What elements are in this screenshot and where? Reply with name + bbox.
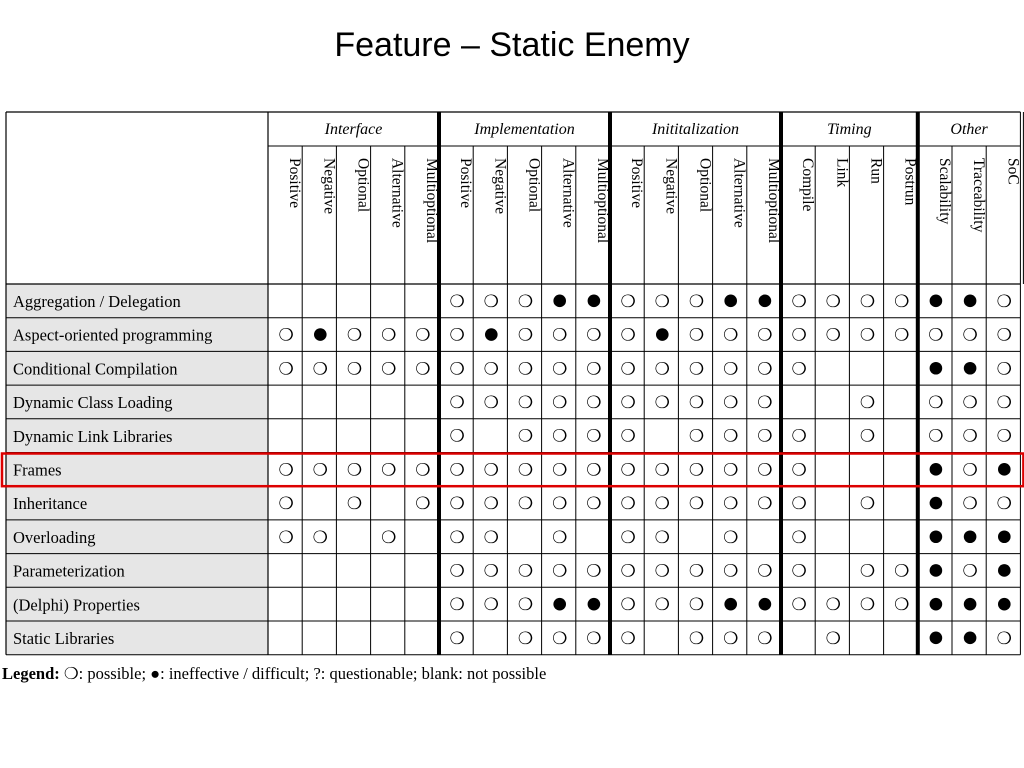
open-circle-icon: ❍ [620,325,636,346]
open-circle-icon: ❍ [586,494,602,515]
open-circle-icon: ❍ [825,595,841,616]
open-circle-icon: ❍ [791,325,807,346]
open-circle-icon: ❍ [688,561,705,582]
open-circle-icon: ❍ [381,527,397,548]
open-circle-icon: ❍ [381,460,397,481]
row-label: (Delphi) Properties [13,595,140,615]
open-circle-icon: ❍ [346,460,363,481]
filled-dot-icon [930,632,943,645]
column-header-positive: Positive [628,158,646,208]
open-circle-icon: ❍ [962,426,978,447]
page-title: Feature – Static Enemy [334,26,690,64]
column-header-multioptional: Multioptional [593,158,611,244]
open-circle-icon: ❍ [483,460,499,481]
open-circle-icon: ❍ [654,460,670,481]
open-circle-icon: ❍ [483,392,499,413]
open-circle-icon: ❍ [449,628,465,649]
open-circle-icon: ❍ [483,561,499,582]
open-circle-icon: ❍ [449,561,465,582]
column-header-negative: Negative [662,158,680,214]
row-label: Dynamic Link Libraries [13,426,173,446]
open-circle-icon: ❍ [620,460,636,481]
open-circle-icon: ❍ [415,359,431,380]
filled-dot-icon [998,598,1011,611]
open-circle-icon: ❍ [791,359,807,380]
open-circle-icon: ❍ [688,460,705,481]
group-header-implementation: Implementation [474,121,575,138]
open-circle-icon: ❍ [723,561,739,582]
open-circle-icon: ❍ [278,494,294,515]
row-label: Dynamic Class Loading [13,393,173,413]
column-header-multioptional: Multioptional [422,158,440,244]
open-circle-icon: ❍ [688,325,705,346]
filled-dot-icon [998,564,1011,577]
open-circle-icon: ❍ [859,426,876,447]
open-circle-icon: ❍ [415,460,431,481]
open-circle-icon: ❍ [620,426,636,447]
open-circle-icon: ❍ [312,359,328,380]
open-circle-icon: ❍ [586,460,602,481]
open-circle-icon: ❍ [483,291,499,312]
filled-dot-icon [485,328,498,341]
open-circle-icon: ❍ [586,392,602,413]
open-circle-icon: ❍ [278,527,294,548]
open-circle-icon: ❍ [859,291,876,312]
open-circle-icon: ❍ [449,359,465,380]
open-circle-icon: ❍ [688,359,705,380]
open-circle-icon: ❍ [552,628,568,649]
open-circle-icon: ❍ [688,494,705,515]
open-circle-icon: ❍ [483,527,499,548]
open-circle-icon: ❍ [996,426,1012,447]
open-circle-icon: ❍ [654,561,670,582]
open-circle-icon: ❍ [723,359,739,380]
open-circle-icon: ❍ [825,325,841,346]
open-circle-icon: ❍ [688,628,705,649]
open-circle-icon: ❍ [449,426,465,447]
open-circle-icon: ❍ [552,494,568,515]
open-circle-icon: ❍ [517,628,534,649]
open-circle-icon: ❍ [620,392,636,413]
open-circle-icon: ❍ [483,595,499,616]
open-circle-icon: ❍ [791,426,807,447]
open-circle-icon: ❍ [517,426,534,447]
open-circle-icon: ❍ [654,359,670,380]
filled-dot-icon [588,295,601,308]
open-circle-icon: ❍ [415,325,431,346]
open-circle-icon: ❍ [552,392,568,413]
column-header-negative: Negative [491,158,509,214]
filled-dot-icon [553,598,566,611]
open-circle-icon: ❍ [723,494,739,515]
filled-dot-icon [588,598,601,611]
filled-dot-icon [964,362,977,375]
filled-dot-icon [553,295,566,308]
open-circle-icon: ❍ [962,392,978,413]
open-circle-icon: ❍ [586,426,602,447]
filled-dot-icon [759,598,772,611]
open-circle-icon: ❍ [928,392,944,413]
column-header-traceability: Traceability [970,158,988,233]
open-circle-icon: ❍ [552,325,568,346]
open-circle-icon: ❍ [962,325,978,346]
filled-dot-icon [930,463,943,476]
open-circle-icon: ❍ [757,359,773,380]
column-header-optional: Optional [525,158,543,213]
open-circle-icon: ❍ [654,392,670,413]
open-circle-icon: ❍ [962,460,978,481]
open-circle-icon: ❍ [517,561,534,582]
column-header-scalability: Scalability [935,158,953,225]
open-circle-icon: ❍ [791,494,807,515]
open-circle-icon: ❍ [996,392,1012,413]
open-circle-icon: ❍ [996,628,1012,649]
open-circle-icon: ❍ [654,595,670,616]
open-circle-icon: ❍ [688,291,705,312]
open-circle-icon: ❍ [825,291,841,312]
open-circle-icon: ❍ [620,494,636,515]
open-circle-icon: ❍ [312,527,328,548]
open-circle-icon: ❍ [757,460,773,481]
column-header-positive: Positive [457,158,475,208]
column-header-alternative: Alternative [388,158,406,228]
open-circle-icon: ❍ [517,392,534,413]
open-circle-icon: ❍ [620,291,636,312]
open-circle-icon: ❍ [791,595,807,616]
open-circle-icon: ❍ [449,325,465,346]
open-circle-icon: ❍ [894,595,910,616]
group-header-other: Other [950,121,988,138]
open-circle-icon: ❍ [483,359,499,380]
open-circle-icon: ❍ [688,392,705,413]
open-circle-icon: ❍ [586,561,602,582]
open-circle-icon: ❍ [483,494,499,515]
open-circle-icon: ❍ [517,291,534,312]
open-circle-icon: ❍ [654,527,670,548]
open-circle-icon: ❍ [859,595,876,616]
open-circle-icon: ❍ [791,527,807,548]
filled-dot-icon [930,362,943,375]
open-circle-icon: ❍ [312,460,328,481]
open-circle-icon: ❍ [517,494,534,515]
filled-dot-icon [998,530,1011,543]
open-circle-icon: ❍ [620,595,636,616]
row-label: Parameterization [13,561,125,581]
open-circle-icon: ❍ [894,291,910,312]
open-circle-icon: ❍ [859,494,876,515]
row-label: Frames [13,460,62,480]
open-circle-icon: ❍ [894,325,910,346]
open-circle-icon: ❍ [723,426,739,447]
open-circle-icon: ❍ [757,494,773,515]
open-circle-icon: ❍ [894,561,910,582]
open-circle-icon: ❍ [586,325,602,346]
open-circle-icon: ❍ [962,494,978,515]
open-circle-icon: ❍ [962,561,978,582]
open-circle-icon: ❍ [928,426,944,447]
open-circle-icon: ❍ [859,392,876,413]
row-label: Overloading [13,527,96,547]
open-circle-icon: ❍ [723,392,739,413]
filled-dot-icon [724,598,737,611]
open-circle-icon: ❍ [620,359,636,380]
open-circle-icon: ❍ [449,460,465,481]
open-circle-icon: ❍ [552,527,568,548]
open-circle-icon: ❍ [552,561,568,582]
open-circle-icon: ❍ [757,426,773,447]
open-circle-icon: ❍ [791,460,807,481]
open-circle-icon: ❍ [346,494,363,515]
filled-dot-icon [964,598,977,611]
open-circle-icon: ❍ [723,628,739,649]
open-circle-icon: ❍ [825,628,841,649]
column-header-postrun: Postrun [901,158,919,206]
filled-dot-icon [964,632,977,645]
open-circle-icon: ❍ [996,494,1012,515]
open-circle-icon: ❍ [757,628,773,649]
open-circle-icon: ❍ [620,561,636,582]
open-circle-icon: ❍ [346,359,363,380]
open-circle-icon: ❍ [552,426,568,447]
open-circle-icon: ❍ [278,359,294,380]
open-circle-icon: ❍ [449,595,465,616]
open-circle-icon: ❍ [449,291,465,312]
open-circle-icon: ❍ [415,494,431,515]
open-circle-icon: ❍ [552,359,568,380]
filled-dot-icon [724,295,737,308]
group-header-inititalization: Inititalization [651,121,740,138]
row-label: Conditional Compilation [13,359,178,379]
open-circle-icon: ❍ [757,561,773,582]
filled-dot-icon [930,295,943,308]
open-circle-icon: ❍ [552,460,568,481]
open-circle-icon: ❍ [791,561,807,582]
open-circle-icon: ❍ [859,325,876,346]
column-header-negative: Negative [320,158,338,214]
column-header-optional: Optional [696,158,714,213]
open-circle-icon: ❍ [517,325,534,346]
open-circle-icon: ❍ [586,628,602,649]
group-header-interface: Interface [324,121,383,138]
filled-dot-icon [930,530,943,543]
row-label: Static Libraries [13,629,115,648]
open-circle-icon: ❍ [517,595,534,616]
open-circle-icon: ❍ [791,291,807,312]
open-circle-icon: ❍ [654,494,670,515]
open-circle-icon: ❍ [688,426,705,447]
open-circle-icon: ❍ [381,325,397,346]
legend-text: ❍: possible; ●: ineffective / difficult; ?: questionable; blank: not possible [59,664,547,683]
row-label: Aspect-oriented programming [13,325,213,345]
column-header-alternative: Alternative [559,158,577,228]
filled-dot-icon [930,598,943,611]
filled-dot-icon [656,328,669,341]
column-header-positive: Positive [286,158,304,208]
legend-label: Legend: [2,664,60,683]
open-circle-icon: ❍ [723,325,739,346]
open-circle-icon: ❍ [517,460,534,481]
open-circle-icon: ❍ [996,291,1012,312]
row-label: Inheritance [13,494,88,514]
open-circle-icon: ❍ [449,494,465,515]
open-circle-icon: ❍ [278,325,294,346]
open-circle-icon: ❍ [688,595,705,616]
column-header-soc: SoC [1004,158,1022,185]
open-circle-icon: ❍ [928,325,944,346]
filled-dot-icon [964,530,977,543]
open-circle-icon: ❍ [620,527,636,548]
column-header-link: Link [833,158,851,188]
open-circle-icon: ❍ [620,628,636,649]
row-label: Aggregation / Delegation [13,292,181,311]
open-circle-icon: ❍ [996,359,1012,380]
column-header-optional: Optional [354,158,372,213]
open-circle-icon: ❍ [449,527,465,548]
filled-dot-icon [759,295,772,308]
filled-dot-icon [314,328,327,341]
open-circle-icon: ❍ [996,325,1012,346]
open-circle-icon: ❍ [757,325,773,346]
filled-dot-icon [930,564,943,577]
legend [2,664,546,684]
filled-dot-icon [930,497,943,510]
column-header-multioptional: Multioptional [764,158,782,244]
open-circle-icon: ❍ [517,359,534,380]
open-circle-icon: ❍ [586,359,602,380]
open-circle-icon: ❍ [381,359,397,380]
open-circle-icon: ❍ [449,392,465,413]
column-header-alternative: Alternative [730,158,748,228]
group-header-timing: Timing [827,121,872,138]
open-circle-icon: ❍ [723,527,739,548]
open-circle-icon: ❍ [346,325,363,346]
filled-dot-icon [964,295,977,308]
column-header-run: Run [867,158,885,184]
open-circle-icon: ❍ [723,460,739,481]
open-circle-icon: ❍ [757,392,773,413]
open-circle-icon: ❍ [654,291,670,312]
filled-dot-icon [998,463,1011,476]
open-circle-icon: ❍ [278,460,294,481]
column-header-compile: Compile [799,158,817,212]
open-circle-icon: ❍ [859,561,876,582]
